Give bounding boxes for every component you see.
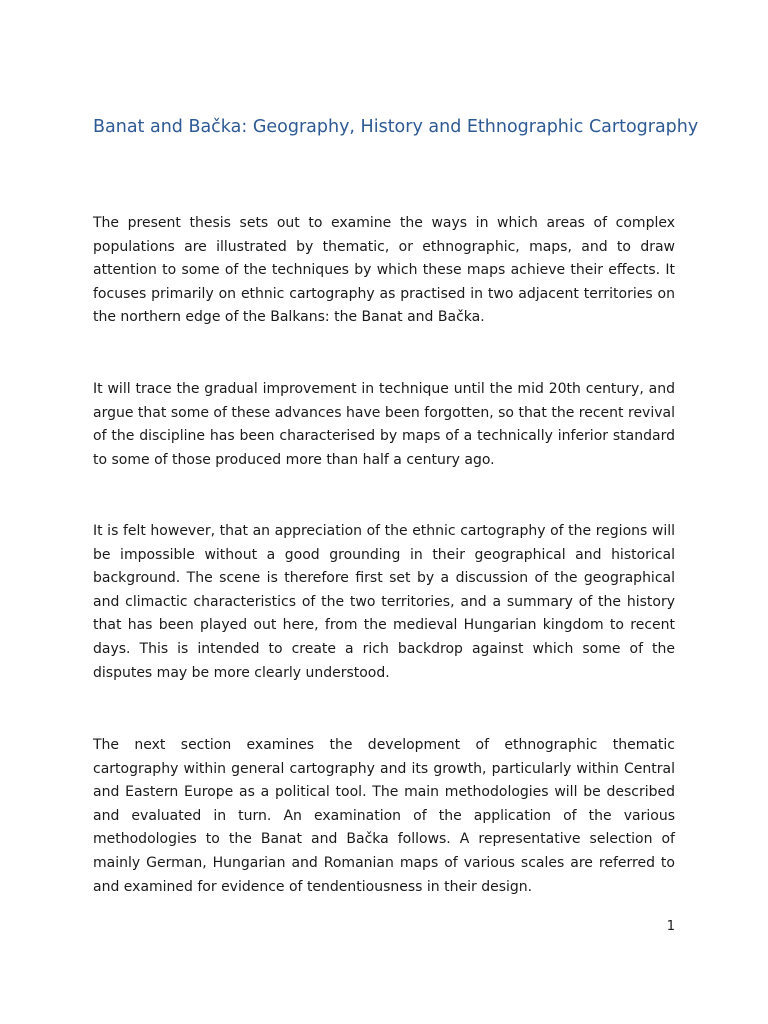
paragraph-background: It is felt however, that an appreciation of the ethnic cartography of the regions will be impossible without a good grounding in their geographical and historical background. The scene is therefore first set by a discussion of the geographical and climactic characteristics of the two territories, and a summary of the history that has been played out here, from the medieval Hungarian kingdom to recent days. This is intended to create a rich backdrop against which some of the disputes may be more clearly understood.	[93, 523, 675, 681]
page-number: 1	[666, 919, 675, 934]
paragraph-intro: The present thesis sets out to examine the ways in which areas of complex populations are illustrated by thematic, or ethnographic, maps, and to draw attention to some of the techniques by which these maps achieve their effects. It focuses primarily on ethnic cartography as practised in two adjacent territories on the northern edge of the Balkans: the Banat and Bačka.	[93, 215, 675, 326]
page-title: Banat and Bačka: Geography, History and Ethnographic Cartography	[93, 117, 699, 137]
paragraph-technique: It will trace the gradual improvement in technique until the mid 20th century, and argue that some of these advances have been forgotten, so that the recent revival of the discipline has been characterised by maps of a technically inferior standard to some of those produced more than half a century ago.	[93, 381, 675, 468]
paragraph-methodology: The next section examines the development of ethnographic thematic cartography within general cartography and its growth, particularly within Central and Eastern Europe as a political tool. The main methodologies will be described and evaluated in turn. An examination of the application of the various methodologies to the Banat and Bačka follows. A representative selection of mainly German, Hungarian and Romanian maps of various scales are referred to and examined for evidence of tendentiousness in their design.	[93, 737, 675, 895]
